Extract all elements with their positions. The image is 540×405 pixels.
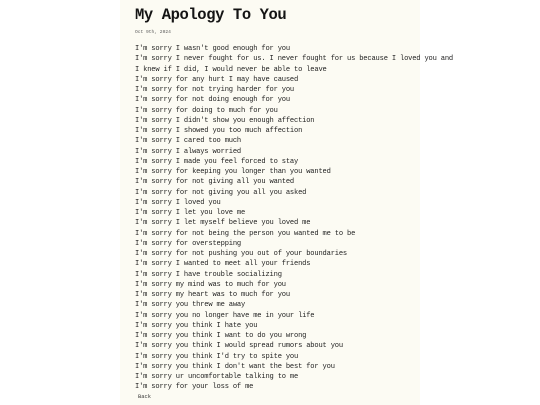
post-line: I'm sorry I never fought for us. I never fought for us because I loved you and — [135, 55, 454, 64]
post-line: I'm sorry I always worried — [135, 147, 242, 156]
post-line: I'm sorry for keeping you longer than you wanted — [135, 168, 331, 176]
back-link[interactable]: Back — [138, 394, 151, 400]
post-date: Oct 9th, 2024 — [135, 30, 171, 35]
post-line: I'm sorry you think I want to do you wrong — [135, 332, 307, 340]
post-line: I'm sorry you think I'd try to spite you — [135, 352, 299, 361]
post-line: I'm sorry for not trying harder for you — [135, 86, 295, 94]
post-line: I'm sorry I let myself believe you loved me — [135, 219, 311, 228]
post-line: I knew if I did, I would never be able to leave — [135, 65, 327, 74]
post-line: I'm sorry I cared too much — [135, 137, 242, 146]
post-line: I'm sorry I loved you — [135, 198, 221, 207]
post-line: I'm sorry you threw me away — [135, 301, 246, 310]
post-body — [135, 44, 454, 393]
post-line: I'm sorry my mind was to much for you — [135, 280, 286, 289]
post-line: I'm sorry I didn't show you enough affection — [135, 116, 315, 125]
post-line: I'm sorry you think I would spread rumors about you — [135, 342, 343, 351]
post-line: I'm sorry you think I don't want the best for you — [135, 362, 335, 371]
post-line: I'm sorry I have trouble socializing — [135, 270, 282, 279]
post-line: I'm sorry for doing to much for you — [135, 106, 278, 115]
post-title: My Apology To You — [135, 6, 287, 24]
post-line: I'm sorry for overstepping — [135, 239, 242, 248]
post-line: I'm sorry I made you feel forced to stay — [135, 157, 299, 166]
post-line: I'm sorry I let you love me — [135, 209, 246, 217]
post-line: I'm sorry you think I hate you — [135, 321, 258, 330]
post-line: I'm sorry my heart was to much for you — [135, 291, 290, 299]
post-line: I'm sorry you no longer have me in your life — [135, 311, 315, 320]
post-page — [120, 0, 454, 405]
post-line: I'm sorry for any hurt I may have caused — [135, 75, 299, 84]
post-line: I'm sorry for not giving all you wanted — [135, 178, 295, 187]
post-line: I'm sorry ur uncomfortable talking to me — [135, 373, 299, 381]
post-line: I'm sorry I wanted to meet all your friends — [135, 260, 311, 269]
post-line: I'm sorry I showed you too much affection — [135, 127, 303, 135]
post-line: I'm sorry for not giving you all you asked — [135, 188, 307, 197]
post-line: I'm sorry I wasn't good enough for you — [135, 45, 290, 53]
post-line: I'm sorry for not pushing you out of your boundaries — [135, 250, 348, 258]
post-line: I'm sorry for not doing enough for you — [135, 96, 290, 105]
post-line: I'm sorry for your loss of me — [135, 383, 254, 392]
post-line: I'm sorry for not being the person you wanted me to be — [135, 229, 356, 238]
